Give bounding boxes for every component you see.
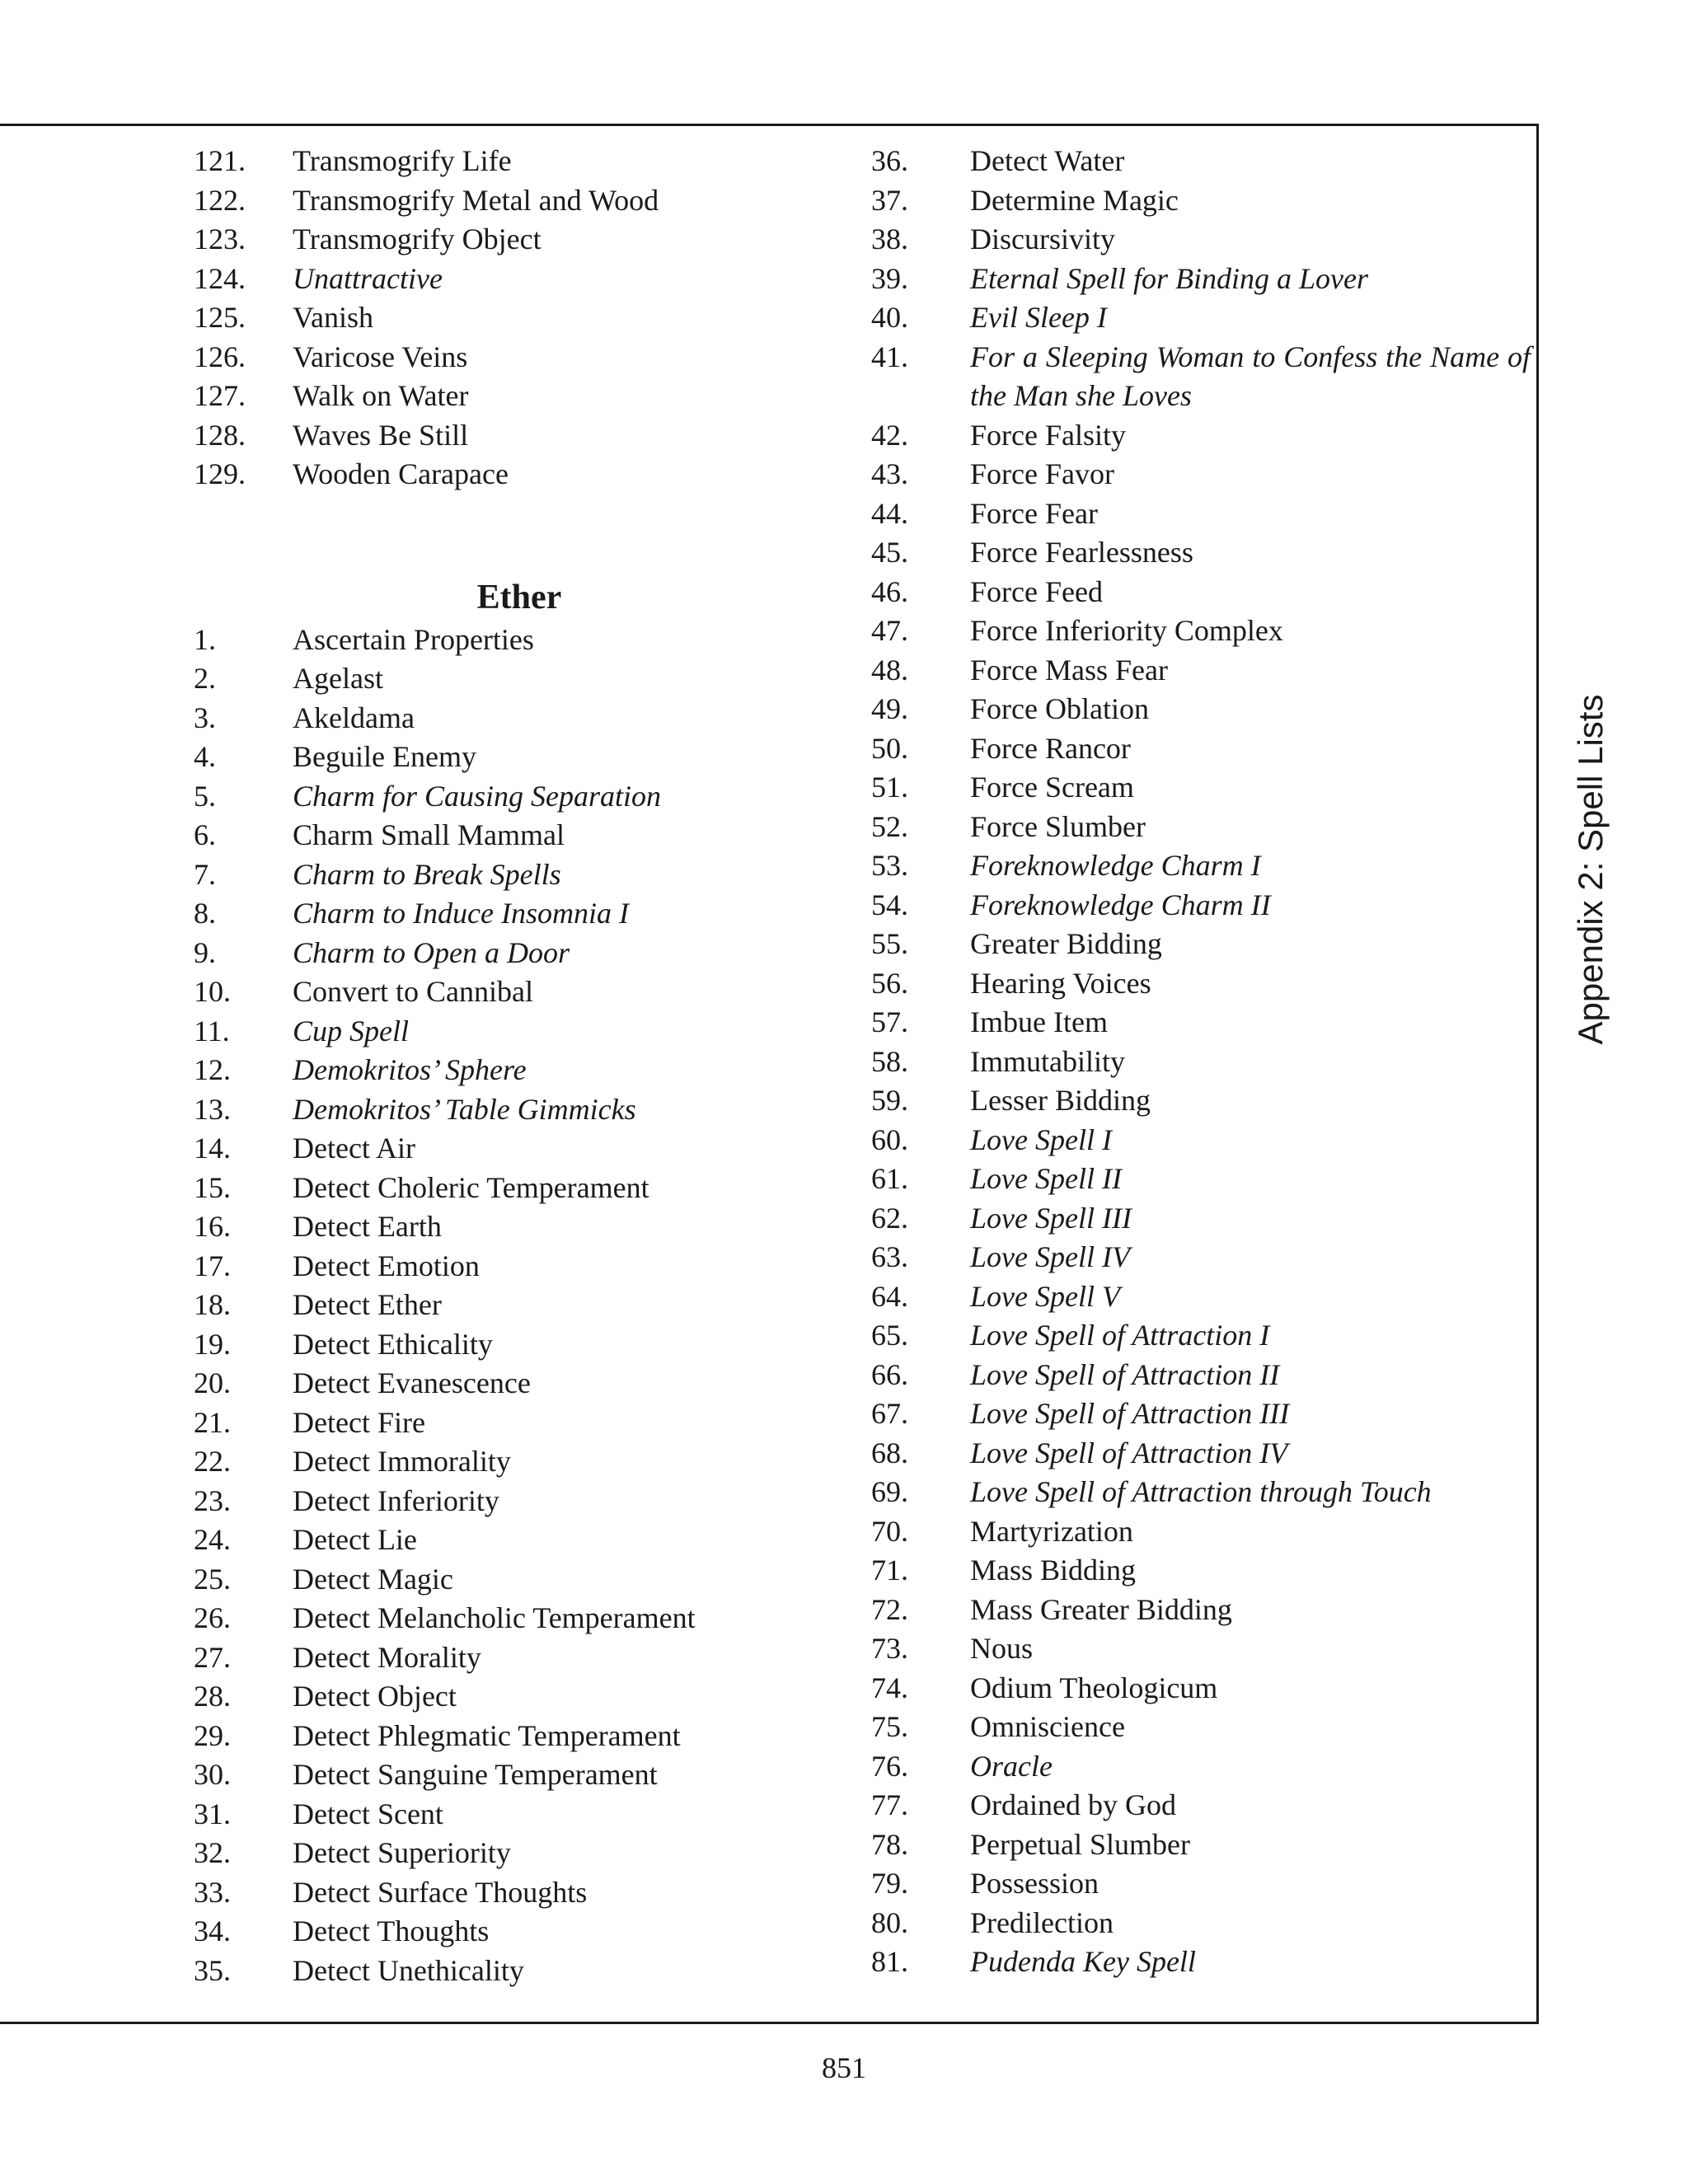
list-item-number: 27. [194,1640,231,1674]
list-item-number: 59. [871,1084,908,1117]
ether-spell-list [194,621,837,1991]
list-item-name: Force Scream [970,771,1134,804]
list-item-name: Discursivity [970,223,1115,255]
list-item-name: Detect Lie [293,1523,417,1556]
spell-list-continued [194,142,837,494]
list-item-name: Charm to Break Spells [293,857,561,891]
list-item-name: Determine Magic [970,183,1179,217]
list-item-name: Detect Thoughts [293,1915,490,1947]
side-running-header: Appendix 2: Spell Lists [1571,694,1610,1045]
list-item-number: 61. [871,1162,908,1195]
list-item-number: 57. [871,1005,908,1038]
list-item [194,1012,837,1052]
list-item [194,1051,837,1090]
list-item [194,1482,837,1521]
list-item-name: Waves Be Still [293,418,469,452]
list-item-number: 47. [871,614,908,647]
list-item [871,573,1531,612]
list-item-number: 51. [871,771,908,804]
list-item [871,612,1531,651]
list-item-number: 13. [194,1092,231,1126]
list-item-name: Wooden Carapace [293,457,509,490]
list-item-name: Vanish [293,301,373,334]
list-item-name: Love Spell of Attraction III [970,1397,1290,1430]
list-item [871,768,1531,808]
list-item [871,1825,1531,1865]
list-item-name: Force Falsity [970,418,1126,452]
list-item-name: For a Sleeping Woman to Confess the Name of the Man she Loves [970,340,1531,412]
list-item-name: Omniscience [970,1710,1125,1743]
list-item [194,1795,837,1835]
list-item-number: 79. [871,1867,908,1900]
list-item-number: 2. [194,662,216,695]
list-item [194,416,837,456]
list-item [871,455,1531,494]
list-item [871,846,1531,886]
list-item-number: 78. [871,1827,908,1861]
list-item [871,1551,1531,1591]
list-item-name: Nous [970,1632,1034,1665]
list-item [194,1560,837,1600]
list-item-number: 54. [871,888,908,921]
list-item [871,1081,1531,1121]
list-item-number: 16. [194,1210,231,1243]
list-item-name: Detect Fire [293,1405,425,1439]
list-item-name: Love Spell II [970,1162,1122,1195]
list-item-name: Detect Sanguine Temperament [293,1758,658,1791]
list-item-name: Oracle [970,1749,1053,1783]
list-item-name: Pudenda Key Spell [970,1945,1196,1978]
list-item [194,1090,837,1130]
list-item-name: Love Spell IV [970,1240,1130,1273]
list-item [871,651,1531,691]
list-item-name: Beguile Enemy [293,740,476,773]
list-item-name: Love Spell of Attraction through Touch [970,1475,1432,1508]
list-item [194,1364,837,1404]
list-item [194,1952,837,1991]
right-column [871,142,1531,1982]
list-item-name: Love Spell III [970,1201,1132,1235]
list-item-number: 30. [194,1758,231,1791]
list-item [194,1599,837,1638]
list-item-number: 40. [871,301,908,334]
ether-spell-list-continued [871,142,1531,1982]
list-item [194,455,837,494]
list-item-name: Charm Small Mammal [293,818,565,851]
list-item-name: Detect Water [970,144,1125,177]
list-item [871,1747,1531,1787]
list-item-number: 24. [194,1523,231,1556]
list-item [871,964,1531,1004]
list-item-number: 125. [194,301,246,334]
list-item-number: 73. [871,1632,908,1665]
list-item [194,1755,837,1795]
list-item-number: 121. [194,144,246,177]
list-item [871,1394,1531,1434]
list-item-number: 1. [194,622,216,656]
list-item-number: 122. [194,183,246,217]
list-item [871,690,1531,729]
list-item-name: Hearing Voices [970,966,1151,1000]
list-item-number: 67. [871,1397,908,1430]
list-item-name: Demokritos’ Table Gimmicks [293,1092,636,1126]
list-item-number: 14. [194,1132,231,1165]
list-item-name: Foreknowledge Charm II [970,888,1271,921]
list-item [194,298,837,338]
list-item [194,934,837,973]
list-item-name: Odium Theologicum [970,1671,1218,1704]
list-item [871,298,1531,338]
list-item [871,925,1531,964]
list-item [871,1708,1531,1747]
list-item-name: Detect Air [293,1132,415,1165]
list-item [194,621,837,660]
list-item [194,894,837,934]
list-item-number: 41. [871,340,908,373]
list-item-name: Ascertain Properties [293,622,534,656]
list-item [194,1404,837,1443]
list-item [194,855,837,895]
list-item-name: Force Rancor [970,731,1131,765]
list-item [871,181,1531,221]
list-item-name: Love Spell V [970,1279,1120,1313]
list-item-number: 55. [871,927,908,960]
list-item-number: 38. [871,223,908,255]
list-item-number: 56. [871,966,908,1000]
list-item-name: Force Fear [970,496,1098,530]
list-item [871,494,1531,534]
list-item [871,1003,1531,1043]
list-item [194,1638,837,1678]
list-item-number: 127. [194,379,246,412]
list-item [871,1238,1531,1277]
list-item-name: Unattractive [293,261,443,295]
list-item-number: 68. [871,1436,908,1469]
list-item-number: 42. [871,418,908,452]
list-item-name: Cup Spell [293,1014,409,1047]
list-item [194,260,837,299]
list-item-number: 48. [871,653,908,687]
list-item [871,220,1531,260]
list-item-number: 129. [194,457,246,490]
list-item [871,1864,1531,1904]
list-item [194,1286,837,1325]
list-item-name: Detect Evanescence [293,1366,531,1399]
list-item [194,1717,837,1756]
list-item-name: Mass Bidding [970,1554,1137,1586]
list-item-number: 15. [194,1170,231,1204]
list-item-number: 44. [871,496,908,530]
list-item-name: Predilection [970,1905,1114,1939]
list-item-name: Convert to Cannibal [293,975,533,1008]
list-item [194,1677,837,1717]
list-item-number: 31. [194,1797,231,1830]
list-item-number: 37. [871,183,908,217]
list-item-name: Detect Scent [293,1797,443,1830]
list-item-name: Charm to Open a Door [293,935,570,969]
list-item-number: 63. [871,1240,908,1273]
list-item [194,142,837,181]
list-item-name: Force Oblation [970,692,1149,725]
list-item [871,1199,1531,1239]
list-item-number: 75. [871,1710,908,1743]
list-item-name: Ordained by God [970,1788,1176,1821]
list-item [194,1442,837,1482]
list-item [194,699,837,738]
list-item-name: Detect Phlegmatic Temperament [293,1718,681,1752]
list-item-number: 36. [871,144,908,177]
list-item-number: 22. [194,1445,231,1478]
list-item-number: 10. [194,975,231,1008]
list-item-number: 76. [871,1749,908,1783]
list-item-name: Immutability [970,1044,1125,1078]
list-item-number: 81. [871,1945,908,1978]
list-item [194,1834,837,1873]
list-item-name: Force Feed [970,574,1103,608]
list-item-name: Agelast [293,662,383,695]
list-item [194,1247,837,1286]
list-item-name: Eternal Spell for Binding a Lover [970,261,1368,295]
list-item [871,1434,1531,1474]
list-item [871,533,1531,573]
list-item-number: 23. [194,1483,231,1517]
list-item [194,1873,837,1913]
list-item-number: 74. [871,1671,908,1704]
list-item-name: Akeldama [293,701,415,734]
list-item-name: Walk on Water [293,379,469,412]
list-item [194,1169,837,1208]
list-item-number: 72. [871,1592,908,1626]
list-item-number: 71. [871,1554,908,1586]
list-item-number: 7. [194,857,216,891]
list-item-number: 29. [194,1718,231,1752]
list-item-number: 62. [871,1201,908,1235]
list-item [871,1669,1531,1708]
list-item-name: Transmogrify Object [293,223,542,255]
list-item-name: Transmogrify Life [293,144,512,177]
list-item-name: Detect Ether [293,1288,442,1321]
list-item [871,1043,1531,1082]
list-item-name: Charm for Causing Separation [293,779,662,813]
list-item [871,729,1531,769]
list-item-name: Charm to Induce Insomnia I [293,897,629,930]
list-item-number: 11. [194,1014,230,1047]
list-item [871,1277,1531,1317]
list-item-name: Foreknowledge Charm I [970,849,1261,882]
page-number: 851 [822,2051,866,2084]
list-item-name: Detect Morality [293,1640,481,1674]
list-item [871,1512,1531,1552]
list-item-name: Mass Greater Bidding [970,1592,1232,1626]
list-item-number: 18. [194,1288,231,1321]
list-item-number: 4. [194,740,216,773]
list-item-name: Detect Emotion [293,1249,480,1282]
list-item-name: Love Spell of Attraction I [970,1319,1270,1352]
list-item-name: Possession [970,1867,1100,1900]
list-item-name: Love Spell I [970,1122,1112,1156]
list-item-number: 9. [194,935,216,969]
list-item-name: Force Favor [970,457,1114,490]
list-item-name: Force Fearlessness [970,536,1193,569]
list-item-number: 64. [871,1279,908,1313]
list-item [871,1160,1531,1199]
list-item-number: 49. [871,692,908,725]
list-item-number: 12. [194,1053,231,1086]
list-item-number: 80. [871,1905,908,1939]
list-item-number: 46. [871,574,908,608]
list-item-number: 66. [871,1357,908,1391]
list-item-name: Love Spell of Attraction II [970,1357,1280,1391]
list-item [194,1129,837,1169]
list-item [194,972,837,1012]
list-item [194,816,837,855]
list-item [194,738,837,777]
list-item [871,260,1531,299]
list-item-number: 50. [871,731,908,765]
list-item [871,886,1531,926]
list-item-name: Perpetual Slumber [970,1827,1190,1861]
list-item-name: Love Spell of Attraction IV [970,1436,1288,1469]
list-item [194,1912,837,1952]
list-item [194,1207,837,1247]
list-item [871,338,1531,416]
list-item [871,142,1531,181]
list-item-name: Martyrization [970,1514,1133,1548]
list-item [194,220,837,260]
list-item-name: Imbue Item [970,1005,1108,1038]
list-item-number: 34. [194,1915,231,1947]
list-item-name: Transmogrify Metal and Wood [293,183,659,217]
list-item [871,1786,1531,1825]
list-item-number: 3. [194,701,216,734]
list-item-number: 28. [194,1680,231,1713]
list-item-number: 77. [871,1788,908,1821]
list-item-number: 35. [194,1953,231,1987]
list-item-number: 65. [871,1319,908,1352]
list-item [194,659,837,699]
list-item [871,1629,1531,1669]
list-item-number: 26. [194,1601,231,1634]
left-column [194,142,837,1990]
list-item-number: 126. [194,340,246,373]
section-spacer [194,494,837,574]
list-item [194,338,837,377]
list-item-name: Evil Sleep I [970,301,1107,334]
list-item-number: 32. [194,1836,231,1869]
list-item-name: Detect Ethicality [293,1327,493,1361]
list-item-number: 123. [194,223,246,255]
section-heading-ether: Ether [476,578,562,616]
list-item-number: 39. [871,261,908,295]
list-item [871,808,1531,847]
list-item [871,1316,1531,1356]
list-item-name: Force Mass Fear [970,653,1168,687]
list-item-number: 19. [194,1327,231,1361]
list-item-name: Detect Earth [293,1210,442,1243]
list-item-name: Greater Bidding [970,927,1162,960]
list-item [194,377,837,416]
list-item [871,1473,1531,1512]
list-item-number: 25. [194,1562,231,1596]
list-item-name: Detect Superiority [293,1836,511,1869]
list-item [871,1943,1531,1982]
list-item-name: Detect Inferiority [293,1483,499,1517]
list-item [871,416,1531,456]
list-item-name: Detect Immorality [293,1445,511,1478]
list-item [871,1356,1531,1395]
list-item-number: 5. [194,779,216,813]
list-item-name: Detect Surface Thoughts [293,1875,588,1909]
list-item-name: Varicose Veins [293,340,468,373]
list-item-number: 69. [871,1475,908,1508]
list-item-number: 6. [194,818,216,851]
list-item-number: 52. [871,809,908,843]
list-item-number: 58. [871,1044,908,1078]
list-item-name: Detect Choleric Temperament [293,1170,649,1204]
list-item-name: Lesser Bidding [970,1084,1151,1117]
list-item-name: Detect Magic [293,1562,453,1596]
list-item-name: Detect Unethicality [293,1953,524,1987]
list-item [194,777,837,817]
list-item-number: 128. [194,418,246,452]
list-item-name: Demokritos’ Sphere [293,1053,527,1086]
list-item-name: Force Inferiority Complex [970,614,1283,647]
list-item-number: 70. [871,1514,908,1548]
list-item-number: 21. [194,1405,231,1439]
list-item-name: Detect Object [293,1680,457,1713]
list-item [194,1325,837,1365]
list-item-number: 53. [871,849,908,882]
list-item-number: 33. [194,1875,231,1909]
list-item-number: 43. [871,457,908,490]
list-item [194,1521,837,1560]
list-item [194,181,837,221]
list-item [871,1904,1531,1943]
list-item [871,1591,1531,1630]
list-item-name: Force Slumber [970,809,1146,843]
list-item-number: 17. [194,1249,231,1282]
list-item-number: 45. [871,536,908,569]
list-item [871,1121,1531,1160]
list-item-number: 8. [194,897,216,930]
list-item-number: 124. [194,261,246,295]
list-item-name: Detect Melancholic Temperament [293,1601,696,1634]
list-item-number: 20. [194,1366,231,1399]
list-item-number: 60. [871,1122,908,1156]
